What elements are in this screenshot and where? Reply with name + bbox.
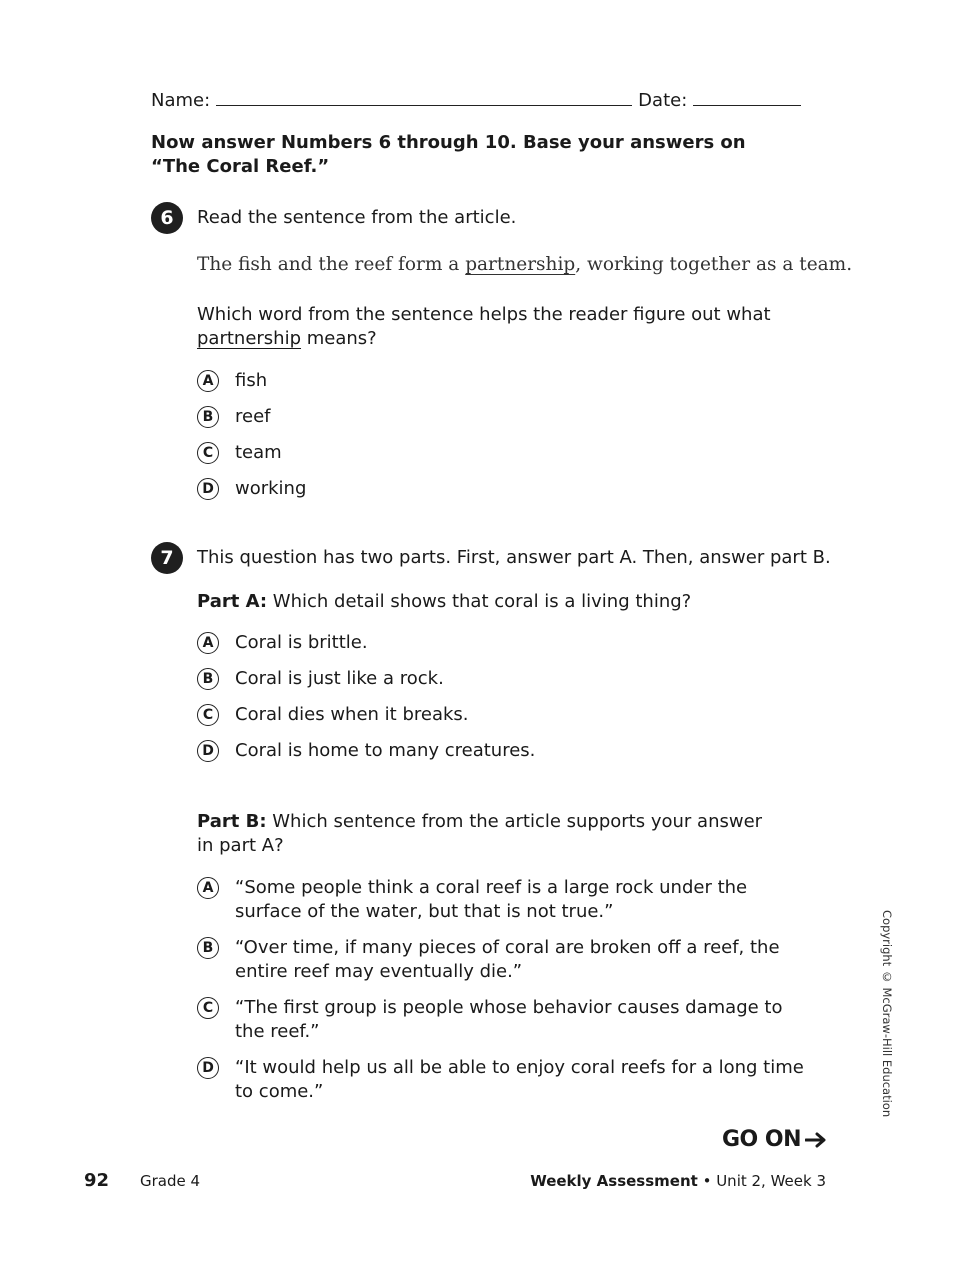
page-number: 92 (84, 1170, 110, 1191)
option-text: Coral dies when it breaks. (235, 704, 469, 725)
q7a-option-c[interactable] (197, 703, 815, 727)
quote-text-before: The fish and the reef form a (197, 254, 466, 275)
q6-option-b[interactable] (197, 405, 815, 429)
q6-option-a[interactable] (197, 369, 815, 393)
answer-bubble[interactable]: D (197, 478, 219, 500)
q7b-option-c[interactable] (197, 996, 815, 1044)
question-6-question (197, 303, 777, 351)
q7a-option-b[interactable] (197, 667, 815, 691)
q7b-option-a[interactable] (197, 876, 815, 924)
option-text: team (235, 442, 282, 463)
option-text: Coral is brittle. (235, 632, 368, 653)
question-6-number: 6 (151, 202, 183, 234)
name-label: Name: (151, 90, 211, 111)
name-date-line (151, 88, 801, 111)
q7a-option-d[interactable] (197, 739, 815, 763)
copyright-notice: Copyright © McGraw-Hill Education (880, 910, 894, 1118)
answer-bubble[interactable]: C (197, 442, 219, 464)
go-on-indicator (722, 1127, 827, 1152)
date-blank[interactable] (693, 88, 801, 106)
instructions: Now answer Numbers 6 through 10. Base your answers on “The Coral Reef.” (151, 132, 746, 177)
part-b-question (197, 810, 777, 858)
answer-bubble[interactable]: A (197, 877, 219, 899)
q7a-option-a[interactable] (197, 631, 815, 655)
question-text-before: Which word from the sentence helps the reader figure out what (197, 304, 771, 325)
part-b-text: Which sentence from the article supports your answer in part A? (197, 811, 763, 856)
assessment-title: Weekly Assessment (530, 1172, 698, 1190)
unit-week: Unit 2, Week 3 (716, 1172, 826, 1190)
answer-bubble[interactable]: D (197, 740, 219, 762)
question-7-number: 7 (151, 542, 183, 574)
answer-bubble[interactable]: B (197, 668, 219, 690)
arrow-right-icon (805, 1132, 827, 1148)
q7b-option-d[interactable] (197, 1056, 815, 1104)
option-text: Coral is home to many creatures. (235, 740, 536, 761)
quote-underlined-word: partnership (465, 254, 576, 275)
question-text-after: means? (301, 328, 377, 349)
answer-bubble[interactable]: D (197, 1057, 219, 1079)
answer-bubble[interactable]: B (197, 937, 219, 959)
part-a-question (197, 590, 691, 614)
answer-bubble[interactable]: A (197, 632, 219, 654)
option-text: “Some people think a coral reef is a large rock under the surface of the water, but that is not true.” (235, 877, 748, 922)
grade-label: Grade 4 (140, 1172, 201, 1190)
date-label: Date: (638, 90, 688, 111)
question-underlined-word: partnership (197, 328, 302, 349)
option-text: working (235, 478, 307, 499)
quote-text-after: , working together as a team. (575, 254, 853, 275)
go-on-label: GO ON (722, 1127, 802, 1152)
option-text: “It would help us all be able to enjoy coral reefs for a long time to come.” (235, 1057, 804, 1102)
option-text: reef (235, 406, 271, 427)
option-text: Coral is just like a rock. (235, 668, 444, 689)
q7b-option-b[interactable] (197, 936, 815, 984)
part-b-label: Part B: (197, 811, 267, 832)
name-blank[interactable] (216, 88, 632, 106)
part-a-label: Part A: (197, 591, 268, 612)
question-7-prompt: This question has two parts. First, answer part A. Then, answer part B. (197, 547, 831, 568)
assessment-info (530, 1172, 826, 1190)
q6-option-c[interactable] (197, 441, 815, 465)
part-a-text: Which detail shows that coral is a living thing? (267, 591, 692, 612)
question-6-quote (197, 253, 852, 277)
option-text: “Over time, if many pieces of coral are broken off a reef, the entire reef may eventually die.” (235, 937, 780, 982)
answer-bubble[interactable]: C (197, 997, 219, 1019)
option-text: “The first group is people whose behavior causes damage to the reef.” (235, 997, 783, 1042)
footer-separator: • (697, 1172, 717, 1190)
option-text: fish (235, 370, 268, 391)
answer-bubble[interactable]: B (197, 406, 219, 428)
q6-option-d[interactable] (197, 477, 815, 501)
answer-bubble[interactable]: A (197, 370, 219, 392)
question-6-prompt: Read the sentence from the article. (197, 207, 517, 228)
answer-bubble[interactable]: C (197, 704, 219, 726)
